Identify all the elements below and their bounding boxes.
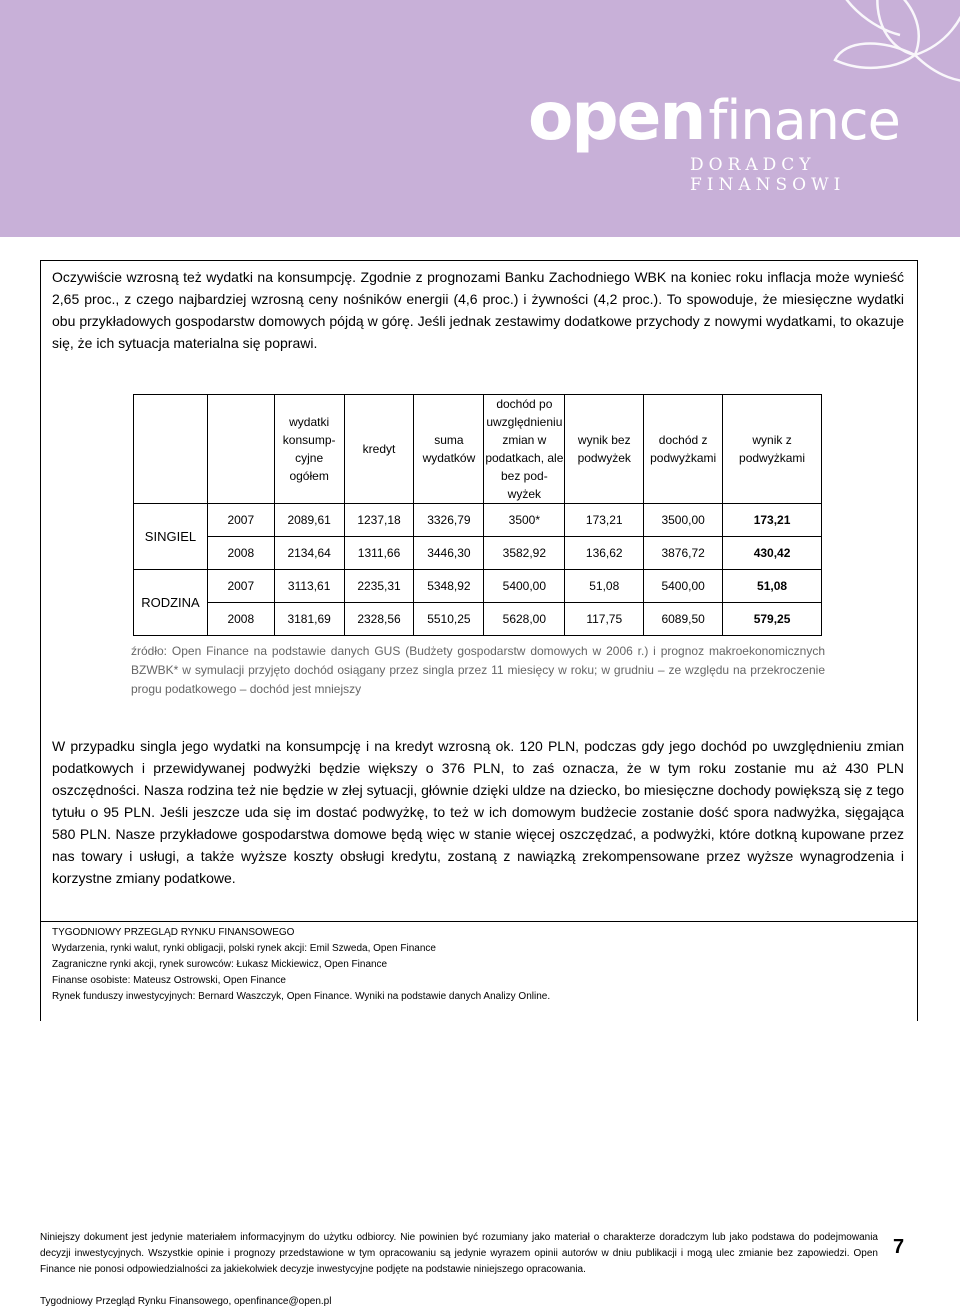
logo-open-text: open xyxy=(528,78,705,155)
main-paragraph: W przypadku singla jego wydatki na konsumpcję i na kredyt wzrosną ok. 120 PLN, podczas gdy jego dochód po uwzględnieniu zmian podatkowych i przewidywanej podwyżki będzie większy o 376 PLN, to zaś oznacza, że w tym roku zostanie mu aż 430 PLN oszczędności. Nasza rodzina też nie będzie w złej sytuacji, głównie dzięki uldze na dziecko, bo miesięczne dochody powiększą się z tego tytułu o 95 PLN. Jeśli jeszcze uda się im dostać podwyżkę, to też w ich domowym budżecie zostanie dość spora nadwyżka, sięgająca 580 PLN. Nasze przykładowe gospodarstwa domowe będą więc w stanie więcej oszczędzać, a podwyżki, które dotkną kupowane przez nas towary i usługi, a także wyższe koszty obsługi kredytu, zostaną z nawiązką zrekompensowane przez wyższe wynagrodzenia i korzystne zmiany podatkowe. xyxy=(52,738,904,886)
page-number: 7 xyxy=(893,1236,905,1258)
table-cell: 51,08 xyxy=(565,570,644,603)
table-cell: 6089,50 xyxy=(644,603,723,636)
source-note: źródło: Open Finance na podstawie danych GUS (Budżety gospodarstw domowych w 2006 r.) i prognoz makroekonomicznych BZWBK* w symulacji przyjęto dochód osiągany przez singla przez 11 miesięcy w roku; w grudniu – ze względu na przekroczenie progu podatkowego – dochód jest mniejszy xyxy=(131,644,825,696)
table-cell: 136,62 xyxy=(565,537,644,570)
contact-line: Tygodniowy Przegląd Rynku Finansowego, openfinance@open.pl xyxy=(40,1296,332,1307)
table-cell: 2328,56 xyxy=(344,603,414,636)
table-cell: 5510,25 xyxy=(414,603,484,636)
table-cell: 3500,00 xyxy=(644,504,723,537)
table-cell: 3113,61 xyxy=(274,570,344,603)
table-row xyxy=(134,504,822,537)
credits-line: Finanse osobiste: Mateusz Ostrowski, Open Finance xyxy=(52,975,286,986)
disclaimer: Niniejszy dokument jest jedynie materiałem informacyjnym do użytku odbiorcy. Nie powinien być rozumiany jako materiał o charakterze doradczym lub jako podstawa do podejmowania decyzji inwestycyjnych. Wszystkie opinie i prognozy przedstawione w tym opracowaniu są jedynie wyrazem opinii autorów w dniu publikacji i mogą ulec zmianie bez zapowiedzi. Open Finance nie ponosi odpowiedzialności za jakiekolwiek decyzje inwestycyjne podjęte na podstawie niniejszego opracowania. xyxy=(40,1232,878,1275)
table-row xyxy=(134,537,822,570)
table-cell: 3500* xyxy=(484,504,565,537)
header-cell: kredyt xyxy=(344,395,414,504)
group-label: RODZINA xyxy=(134,570,208,636)
header-cell: dochód z podwyżkami xyxy=(644,395,723,504)
open-finance-logo xyxy=(528,78,900,155)
header-cell xyxy=(134,395,208,504)
credits-block xyxy=(52,925,912,1005)
table-cell: 2089,61 xyxy=(274,504,344,537)
table-cell: 2134,64 xyxy=(274,537,344,570)
budget-table xyxy=(133,394,822,636)
header-cell: dochód po uwzględnieniu zmian w podatkach, ale bez pod-wyżek xyxy=(484,395,565,504)
table-cell: 3181,69 xyxy=(274,603,344,636)
credits-line: Zagraniczne rynki akcji, rynek surowców: Łukasz Mickiewicz, Open Finance xyxy=(52,959,388,970)
table-cell-result: 51,08 xyxy=(723,570,822,603)
group-label: SINGIEL xyxy=(134,504,208,570)
intro-paragraph: Oczywiście wzrosną też wydatki na konsumpcję. Zgodnie z prognozami Banku Zachodniego WBK na koniec roku inflacja może wynieść 2,65 proc., z czego najbardziej wzrosną ceny nośników energii (4,6 proc.) i żywności (4,2 proc.). To spowoduje, że miesięczne wydatki obu przykładowych gospodarstw domowych pójdą w górę. Jeśli jednak zestawimy dodatkowe przychody z nowymi wydatkami, to okazuje się, że ich sytuacja materialna się poprawi. xyxy=(52,269,904,351)
header-cell: wynik z podwyżkami xyxy=(723,395,822,504)
table-cell: 5400,00 xyxy=(644,570,723,603)
table-header-row xyxy=(134,395,822,504)
table-row xyxy=(134,603,822,636)
table-cell: 2235,31 xyxy=(344,570,414,603)
header-banner xyxy=(0,0,960,237)
logo-finance-text: finance xyxy=(708,89,900,152)
header-cell: wydatki konsump-cyjne ogółem xyxy=(274,395,344,504)
table-cell: 3326,79 xyxy=(414,504,484,537)
table-cell: 173,21 xyxy=(565,504,644,537)
table-cell: 5400,00 xyxy=(484,570,565,603)
table-cell: 5628,00 xyxy=(484,603,565,636)
table-cell: 2008 xyxy=(207,603,274,636)
table-cell: 3446,30 xyxy=(414,537,484,570)
table-row xyxy=(134,570,822,603)
credits-line: Rynek funduszy inwestycyjnych: Bernard Waszczyk, Open Finance. Wyniki na podstawie danych Analizy Online. xyxy=(52,991,551,1002)
table-cell: 3876,72 xyxy=(644,537,723,570)
table-cell-result: 579,25 xyxy=(723,603,822,636)
table-cell: 5348,92 xyxy=(414,570,484,603)
header-cell xyxy=(207,395,274,504)
table-cell-result: 173,21 xyxy=(723,504,822,537)
credits-line: Wydarzenia, rynki walut, rynki obligacji, polski rynek akcji: Emil Szweda, Open Finance xyxy=(52,943,436,954)
logo-tagline: DORADCY FINANSOWI xyxy=(690,155,846,195)
table-cell: 117,75 xyxy=(565,603,644,636)
credits-title: TYGODNIOWY PRZEGLĄD RYNKU FINANSOWEGO xyxy=(52,927,295,938)
header-cell: wynik bez podwyżek xyxy=(565,395,644,504)
header-cell: suma wydatków xyxy=(414,395,484,504)
table-cell: 2007 xyxy=(207,570,274,603)
table-cell-result: 430,42 xyxy=(723,537,822,570)
table-cell: 1237,18 xyxy=(344,504,414,537)
table-cell: 3582,92 xyxy=(484,537,565,570)
table-cell: 2007 xyxy=(207,504,274,537)
table-cell: 1311,66 xyxy=(344,537,414,570)
table-cell: 2008 xyxy=(207,537,274,570)
